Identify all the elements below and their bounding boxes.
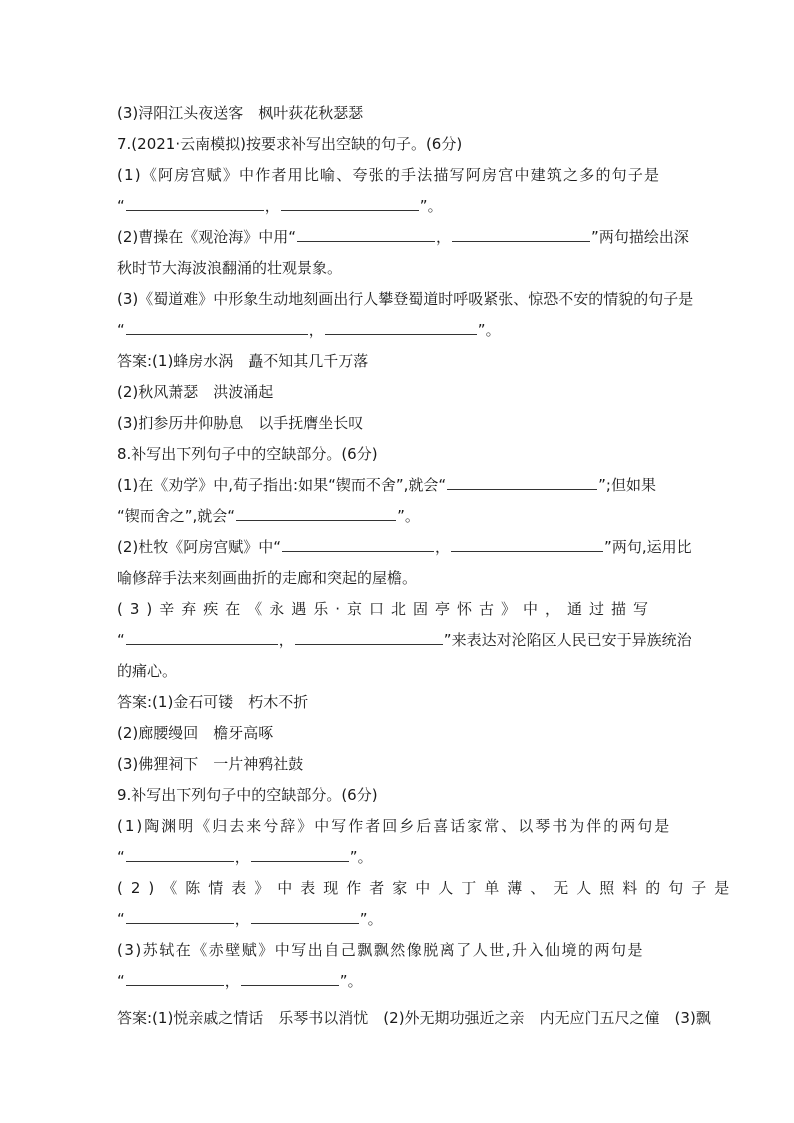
close-quote: ”。 (419, 197, 443, 215)
q8-1-text-post: ”;但如果 (598, 476, 656, 494)
q6-answer-line-3: (3)浔阳江头夜送客 枫叶荻花秋瑟瑟 (117, 104, 364, 122)
q9-answer: 答案:(1)悦亲戚之情话 乐琴书以消忧 (2)外无期功强近之亲 内无应门五尺之僮 (3)飘 (117, 1009, 711, 1027)
close-quote: ”。 (349, 848, 373, 866)
q8-2-prompt (117, 537, 692, 557)
comma: ， (308, 321, 324, 339)
q8-3-blanks (117, 630, 692, 650)
q7-1-blanks (117, 196, 443, 216)
comma: ， (234, 910, 250, 928)
blank-field[interactable] (126, 630, 278, 645)
open-quote: “ (117, 321, 125, 339)
open-quote: “ (117, 972, 125, 990)
blank-field[interactable] (126, 196, 264, 211)
q8-1b-text-post: ”。 (397, 507, 420, 525)
q8-1b-text-pre: “锲而舍之”,就会“ (117, 507, 236, 525)
comma: ， (234, 848, 250, 866)
q8-1-prompt (117, 475, 656, 495)
q7-2-text-pre: (2)曹操在《观沧海》中用“ (117, 228, 297, 246)
blank-field[interactable] (325, 320, 477, 335)
q8-1-cont (117, 506, 420, 526)
q7-title: 7.(2021·云南模拟)按要求补写出空缺的句子。(6分) (117, 135, 463, 153)
q7-2-text-post: ”两句描绘出深 (591, 228, 689, 246)
comma: ， (435, 538, 451, 556)
q8-3-cont: 的痛心。 (117, 662, 178, 680)
comma: ， (436, 228, 452, 246)
q9-2-blanks (117, 909, 383, 929)
q7-1-prompt: (1)《阿房宫赋》中作者用比喻、夸张的手法描写阿房宫中建筑之多的句子是 (117, 166, 661, 184)
close-quote: ”。 (477, 321, 501, 339)
q9-3-blanks (117, 971, 363, 991)
q7-3-prompt: (3)《蜀道难》中形象生动地刻画出行人攀登蜀道时呼吸紧张、惊恐不安的情貌的句子是 (117, 290, 694, 308)
comma: ， (224, 972, 240, 990)
blank-field[interactable] (452, 227, 590, 242)
blank-field[interactable] (251, 847, 349, 862)
blank-field[interactable] (447, 475, 597, 490)
q8-answer-1: 答案:(1)金石可镂 朽木不折 (117, 693, 309, 711)
blank-field[interactable] (251, 909, 359, 924)
blank-field[interactable] (241, 971, 339, 986)
q7-2-prompt (117, 227, 689, 247)
comma: ， (264, 197, 280, 215)
q8-2-text-post: ”两句,运用比 (604, 538, 692, 556)
open-quote: “ (117, 631, 125, 649)
blank-field[interactable] (281, 196, 419, 211)
blank-field[interactable] (236, 506, 396, 521)
q8-answer-2: (2)廊腰缦回 檐牙高啄 (117, 724, 274, 742)
open-quote: “ (117, 848, 125, 866)
q9-title: 9.补写出下列句子中的空缺部分。(6分) (117, 786, 378, 804)
q7-3-blanks (117, 320, 501, 340)
q9-3-prompt: (3)苏轼在《赤壁赋》中写出自己飘飘然像脱离了人世,升入仙境的两句是 (117, 941, 645, 959)
q9-2-prompt: (2)《陈情表》中表现作者家中人丁单薄、无人照料的句子是 (117, 879, 738, 897)
blank-field[interactable] (451, 537, 603, 552)
blank-field[interactable] (282, 537, 434, 552)
q8-2-cont: 喻修辞手法来刻画曲折的走廊和突起的屋檐。 (117, 569, 418, 587)
comma: ， (278, 631, 294, 649)
close-quote: ”。 (359, 910, 383, 928)
blank-field[interactable] (297, 227, 435, 242)
blank-field[interactable] (126, 971, 224, 986)
q7-2-cont: 秋时节大海波浪翻涌的壮观景象。 (117, 259, 343, 277)
q7-answer-1: 答案:(1)蜂房水涡 矗不知其几千万落 (117, 352, 369, 370)
q8-1-text-pre: (1)在《劝学》中,荀子指出:如果“锲而不舍”,就会“ (117, 476, 447, 494)
q8-2-text-pre: (2)杜牧《阿房宫赋》中“ (117, 538, 282, 556)
q9-1-blanks (117, 847, 373, 867)
q8-3-prompt: (3)辛弃疾在《永遇乐·京口北固亭怀古》中，通过描写 (117, 600, 656, 618)
q8-title: 8.补写出下列句子中的空缺部分。(6分) (117, 445, 378, 463)
blank-field[interactable] (295, 630, 443, 645)
blank-field[interactable] (126, 320, 308, 335)
close-quote: ”。 (339, 972, 363, 990)
q8-3-text-post: ”来表达对沦陷区人民已安于异族统治 (443, 631, 692, 649)
q7-answer-3: (3)扪参历井仰胁息 以手抚膺坐长叹 (117, 414, 364, 432)
open-quote: “ (117, 910, 125, 928)
open-quote: “ (117, 197, 125, 215)
q7-answer-2: (2)秋风萧瑟 洪波涌起 (117, 383, 274, 401)
q8-answer-3: (3)佛狸祠下 一片神鸦社鼓 (117, 755, 304, 773)
q9-1-prompt: (1)陶渊明《归去来兮辞》中写作者回乡后喜话家常、以琴书为伴的两句是 (117, 817, 672, 835)
blank-field[interactable] (126, 909, 234, 924)
blank-field[interactable] (126, 847, 234, 862)
